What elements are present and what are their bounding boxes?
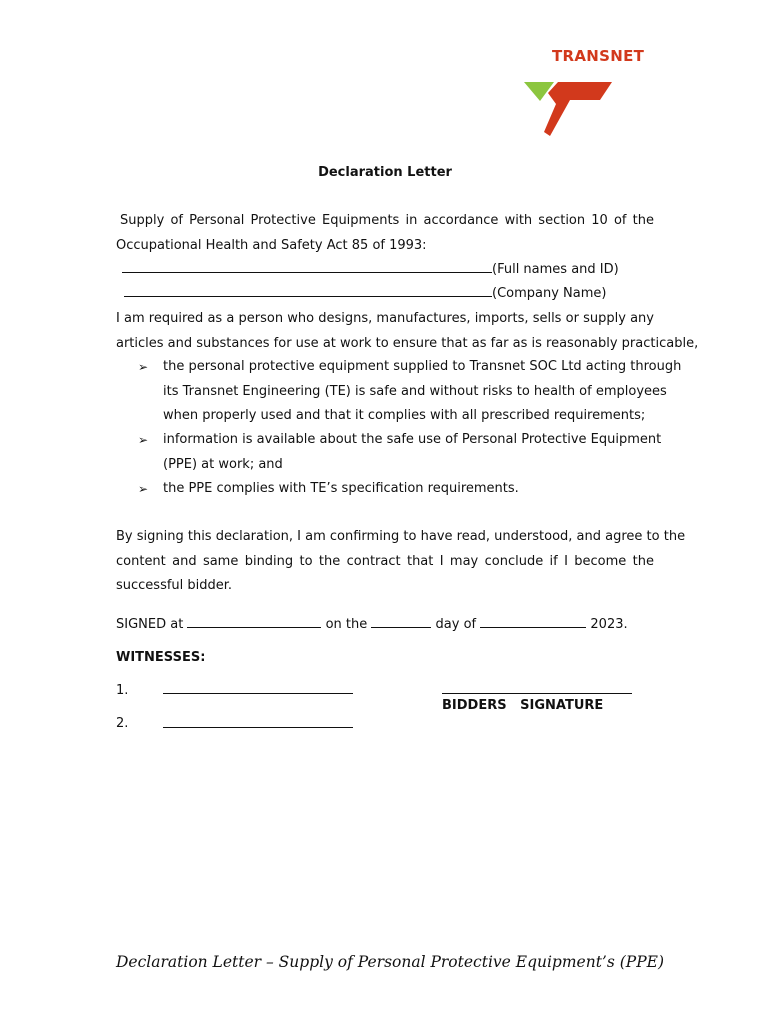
witness-2-number: 2. bbox=[116, 716, 129, 731]
requirement-paragraph bbox=[116, 307, 699, 356]
confirmation-line-2: content and same binding to the contract that I may conclude if I become the bbox=[116, 553, 654, 569]
signed-at-label: SIGNED at bbox=[116, 617, 184, 632]
transnet-logo-text: TRANSNET bbox=[552, 47, 645, 65]
company-name-label: (Company Name) bbox=[492, 286, 607, 301]
bullet-3-line-1: the PPE complies with TE’s specification requirements. bbox=[163, 481, 519, 496]
full-names-blank[interactable] bbox=[122, 260, 492, 273]
bullet-item-3 bbox=[163, 477, 654, 502]
bullet-item-2 bbox=[163, 428, 662, 477]
bullet-arrow-icon: ➢ bbox=[138, 482, 149, 496]
day-of-label: day of bbox=[435, 617, 477, 632]
witness-1-number: 1. bbox=[116, 683, 129, 698]
bullet-2-line-2: (PPE) at work; and bbox=[163, 456, 283, 472]
document-title: Declaration Letter bbox=[318, 165, 452, 180]
bullet-item-1 bbox=[163, 355, 682, 429]
company-name-field[interactable] bbox=[124, 282, 662, 307]
intro-line-1: Supply of Personal Protective Equipments in accordance with section 10 of the bbox=[120, 213, 654, 228]
bullet-1-line-3: when properly used and that it complies with all prescribed requirements; bbox=[163, 408, 646, 423]
witness-2-signature-line[interactable] bbox=[163, 727, 353, 728]
signed-month-blank[interactable] bbox=[480, 615, 586, 628]
confirmation-line-3: successful bidder. bbox=[116, 578, 233, 593]
witnesses-heading: WITNESSES: bbox=[116, 650, 206, 665]
bullet-1-line-1: the personal protective equipment supplied to Transnet SOC Ltd acting through bbox=[163, 359, 682, 374]
full-names-field[interactable] bbox=[122, 258, 660, 283]
requirement-line-1: I am required as a person who designs, manufactures, imports, sells or supply any bbox=[116, 311, 654, 326]
on-the-label: on the bbox=[325, 617, 368, 632]
company-name-blank[interactable] bbox=[124, 284, 492, 297]
bullet-2-line-1: information is available about the safe use of Personal Protective Equipment bbox=[163, 432, 662, 447]
signed-at-line bbox=[116, 613, 654, 638]
signed-place-blank[interactable] bbox=[187, 615, 321, 628]
confirmation-paragraph bbox=[116, 525, 686, 599]
witness-1-signature-line[interactable] bbox=[163, 693, 353, 694]
intro-line-2: Occupational Health and Safety Act 85 of 1993: bbox=[116, 237, 427, 253]
full-names-label: (Full names and ID) bbox=[492, 262, 619, 277]
bullet-1-line-2: its Transnet Engineering (TE) is safe and without risks to health of employees bbox=[163, 383, 667, 399]
requirement-line-2: articles and substances for use at work to ensure that as far as is reasonably practicable, bbox=[116, 335, 699, 351]
bidder-signature-line[interactable] bbox=[442, 693, 632, 694]
intro-paragraph bbox=[116, 209, 654, 258]
year-label: 2023. bbox=[590, 617, 628, 632]
bullet-arrow-icon: ➢ bbox=[138, 360, 149, 374]
bidder-signature-label: BIDDERS SIGNATURE bbox=[442, 698, 604, 713]
transnet-logo-icon bbox=[522, 80, 614, 136]
signed-day-blank[interactable] bbox=[371, 615, 431, 628]
confirmation-line-1: By signing this declaration, I am confirming to have read, understood, and agree to the bbox=[116, 529, 686, 544]
bullet-arrow-icon: ➢ bbox=[138, 433, 149, 447]
page-footer: Declaration Letter – Supply of Personal Protective Equipment’s (PPE) bbox=[116, 953, 665, 971]
